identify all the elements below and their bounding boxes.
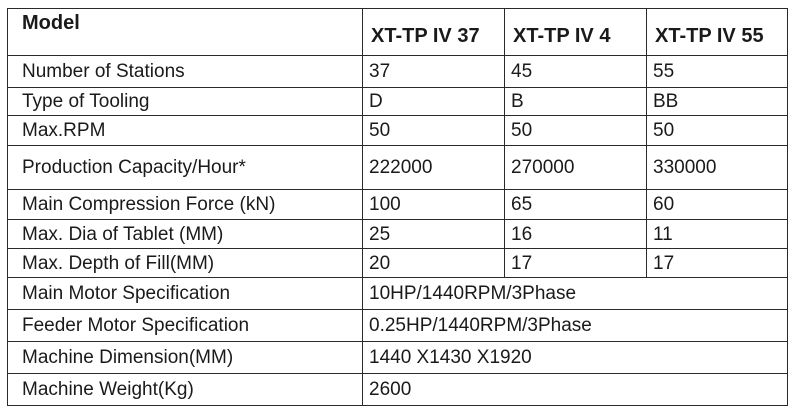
row-label: Number of Stations — [8, 56, 363, 88]
spanned-value: 1440 X1430 X1920 — [363, 342, 788, 374]
model-name: XT-TP IV 55 — [647, 9, 788, 56]
table-row — [8, 220, 788, 249]
row-label: Feeder Motor Specification — [8, 310, 363, 342]
row-label: Machine Dimension(MM) — [8, 342, 363, 374]
table-row — [8, 310, 788, 342]
table-row — [8, 56, 788, 88]
header-row — [8, 9, 788, 56]
header-label: Model — [8, 9, 363, 56]
table-row — [8, 278, 788, 310]
cell-value: 222000 — [363, 146, 505, 190]
cell-value: 65 — [505, 190, 647, 220]
cell-value: 60 — [647, 190, 788, 220]
cell-value: 17 — [647, 249, 788, 278]
model-name: XT-TP IV 37 — [363, 9, 505, 56]
cell-value: D — [363, 88, 505, 116]
cell-value: 45 — [505, 56, 647, 88]
row-label: Max. Dia of Tablet (MM) — [8, 220, 363, 249]
cell-value: 37 — [363, 56, 505, 88]
cell-value: 50 — [505, 116, 647, 146]
specification-table — [7, 8, 788, 406]
row-label: Main Compression Force (kN) — [8, 190, 363, 220]
cell-value: 330000 — [647, 146, 788, 190]
cell-value: 100 — [363, 190, 505, 220]
table-row — [8, 190, 788, 220]
row-label: Production Capacity/Hour* — [8, 146, 363, 190]
table-row — [8, 116, 788, 146]
table-row — [8, 88, 788, 116]
spanned-value: 0.25HP/1440RPM/3Phase — [363, 310, 788, 342]
table-row — [8, 249, 788, 278]
cell-value: BB — [647, 88, 788, 116]
cell-value: 16 — [505, 220, 647, 249]
row-label: Max.RPM — [8, 116, 363, 146]
cell-value: 270000 — [505, 146, 647, 190]
model-name: XT-TP IV 4 — [505, 9, 647, 56]
cell-value: 25 — [363, 220, 505, 249]
table-row — [8, 374, 788, 406]
cell-value: 20 — [363, 249, 505, 278]
row-label: Machine Weight(Kg) — [8, 374, 363, 406]
spanned-value: 10HP/1440RPM/3Phase — [363, 278, 788, 310]
cell-value: 50 — [363, 116, 505, 146]
table-row — [8, 146, 788, 190]
table-row — [8, 342, 788, 374]
row-label: Main Motor Specification — [8, 278, 363, 310]
cell-value: B — [505, 88, 647, 116]
row-label: Type of Tooling — [8, 88, 363, 116]
cell-value: 17 — [505, 249, 647, 278]
spanned-value: 2600 — [363, 374, 788, 406]
row-label: Max. Depth of Fill(MM) — [8, 249, 363, 278]
cell-value: 50 — [647, 116, 788, 146]
cell-value: 55 — [647, 56, 788, 88]
cell-value: 11 — [647, 220, 788, 249]
